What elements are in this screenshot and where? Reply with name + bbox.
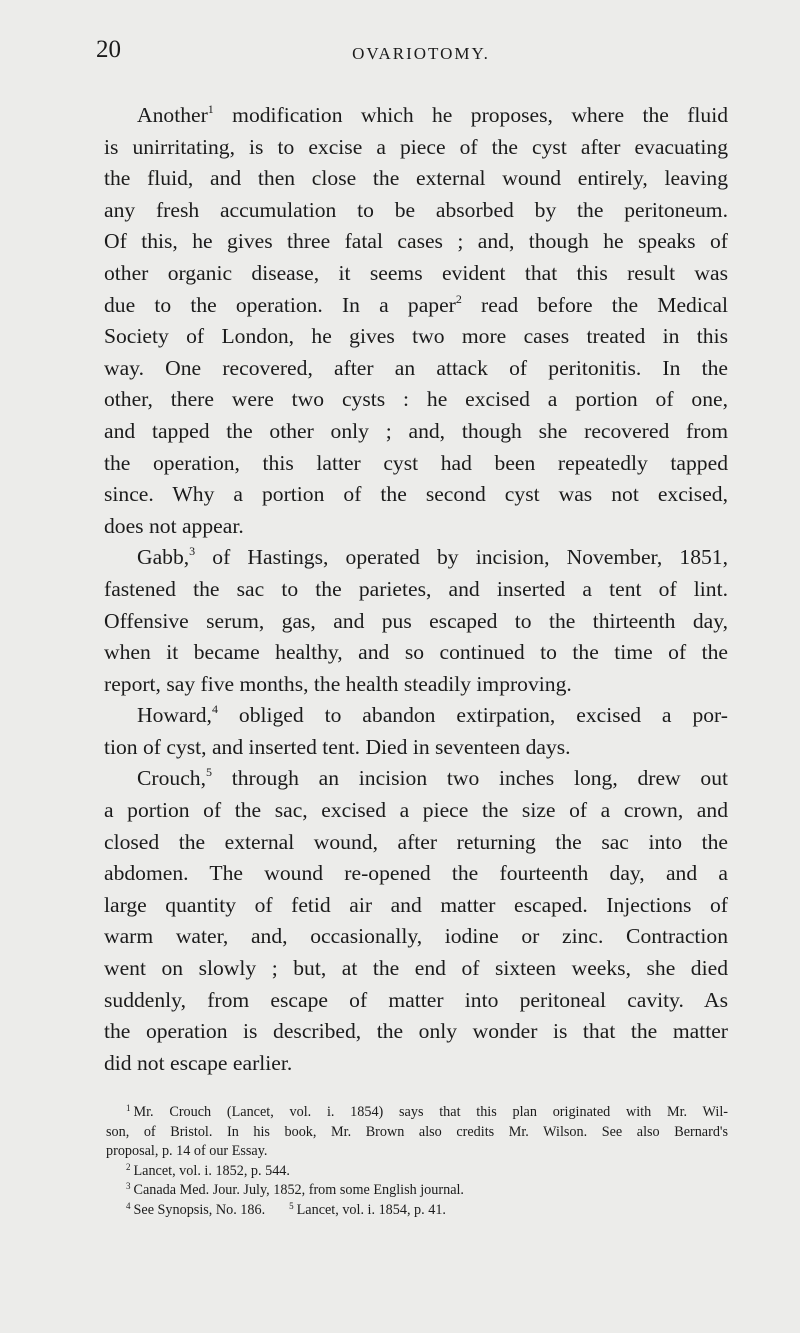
text-line: Howard,$^4$ obliged to abandon extirpation, excised a por- [137,702,728,728]
paragraph-another-modification [104,100,728,542]
text-line: closed the external wound, after returning the sac into the [104,829,728,854]
paragraph-gabb [104,542,728,700]
text-line: large quantity of fetid air and matter escaped. Injections of [104,892,728,917]
text-line: way. One recovered, after an attack of peritonitis. In the [104,355,728,380]
footnotes [106,1103,728,1221]
text-line: warm water, and, occasionally, iodine or zinc. Contraction [104,924,728,949]
footnote-line: $^1$ Mr. Crouch (Lancet, vol. i. 1854) says that this plan originated with Mr. Wil- [126,1103,728,1120]
text-line: Gabb,$^3$ of Hastings, operated by incision, November, 1851, [137,544,728,570]
footnote-4-and-5 [106,1201,728,1221]
text-line: any fresh accumulation to be absorbed by the peritoneum. [104,197,728,222]
text-line: the operation is described, the only wonder is that the matter [104,1019,728,1044]
text-line: Of this, he gives three fatal cases ; and, though he speaks of [104,229,728,254]
text-line: tion of cyst, and inserted tent. Died in seventeen days. [104,734,571,759]
paragraph-crouch [104,763,728,1079]
footnote-mark: 1 [126,1103,131,1113]
text-line: Crouch,$^5$ through an incision two inches long, drew out [137,765,728,791]
text-line: the fluid, and then close the external wound entirely, leaving [104,166,728,191]
footnote-ref-3: 3 [189,544,196,559]
text-line: due to the operation. In a paper$^2$ read before the Medical [104,291,728,317]
footnote-line [106,1201,728,1221]
text-line: report, say five months, the health steadily improving. [104,671,572,696]
page-header [96,36,726,76]
text-line: Another$^1$ modification which he proposes, where the fluid [137,102,728,127]
footnote-ref-1: 1 [207,102,214,116]
footnote-line: $^2$ Lancet, vol. i. 1852, p. 544. [126,1161,290,1179]
footnote-line: proposal, p. 14 of our Essay. [106,1143,268,1160]
footnote-4-text: See Synopsis, No. 186. [133,1201,266,1218]
body-text [104,100,728,1079]
footnote-mark: 4 [126,1200,131,1211]
text-line: Society of London, he gives two more cases treated in this [104,324,728,349]
text-line: does not appear. [104,513,244,538]
footnote-line: son, of Bristol. In his book, Mr. Brown also credits Mr. Wilson. See also Bernard's [106,1123,728,1140]
footnote-ref-2: 2 [455,291,462,306]
text-line: and tapped the other only ; and, though she recovered from [104,418,728,443]
text-line: other organic disease, it seems evident that this result was [104,260,728,285]
text-line: Offensive serum, gas, and pus escaped to the thirteenth day, [104,608,728,633]
footnote-mark: 3 [126,1181,131,1192]
text-line: fastened the sac to the parietes, and inserted a tent of lint. [104,576,728,601]
text-line: went on slowly ; but, at the end of sixteen weeks, she died [104,956,728,981]
text-line: a portion of the sac, excised a piece the size of a crown, and [104,798,728,823]
text-line: since. Why a portion of the second cyst was not excised, [104,482,728,507]
paragraph-howard [104,700,728,763]
footnote-line: $^3$ Canada Med. Jour. July, 1852, from some English journal. [126,1181,464,1199]
text-line: is unirritating, is to excise a piece of the cyst after evacuating [104,134,728,159]
running-title: OVARIOTOMY. [352,44,490,63]
footnote-ref-5: 5 [205,765,212,780]
footnote-ref-4: 4 [211,702,218,717]
footnote-mark: 5 [289,1200,294,1211]
page-number: 20 [96,36,121,63]
footnote-2 [106,1162,728,1182]
footnote-5-text: Lancet, vol. i. 1854, p. 41. [296,1201,446,1218]
text-line: did not escape earlier. [104,1050,293,1075]
text-line: the operation, this latter cyst had been repeatedly tapped [104,450,728,475]
text-line: abdomen. The wound re-opened the fourteenth day, and a [104,861,728,886]
footnote-3 [106,1181,728,1201]
footnote-mark: 2 [126,1161,131,1172]
text-line: when it became healthy, and so continued to the time of the [104,640,728,665]
text-line: suddenly, from escape of matter into peritoneal cavity. As [104,987,728,1012]
text-line: other, there were two cysts : he excised a portion of one, [104,387,728,412]
footnote-1 [106,1103,728,1162]
